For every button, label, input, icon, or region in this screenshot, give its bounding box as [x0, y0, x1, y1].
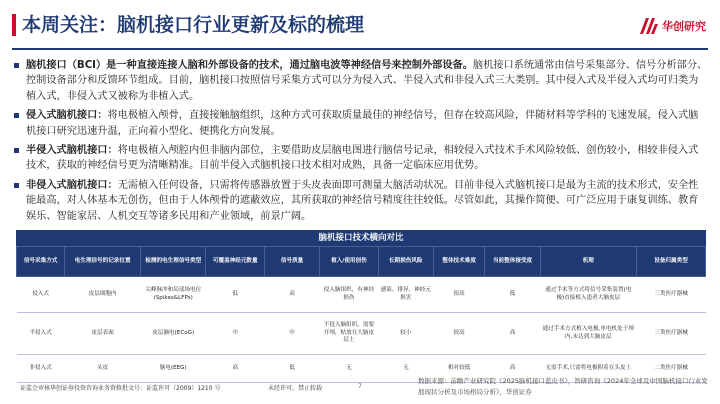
table-row	[17, 313, 706, 355]
table-cell: 高	[485, 313, 540, 355]
table-cell: 相对较低	[433, 355, 485, 383]
column-header: 信号质量	[265, 247, 320, 277]
table-cell: 低	[485, 277, 540, 313]
huachuang-logo-icon	[640, 18, 658, 34]
title-bar	[0, 0, 720, 52]
comparison-table	[16, 246, 706, 383]
table-cell: 无	[378, 355, 433, 383]
data-source: 数据来源：前瞻产业研究院《2025脑机接口蓝皮书》，智研咨询《2024年全球及中国脑机接口行业发展现状分析及市场格局分析》，华创证券	[418, 377, 708, 396]
table-cell: 半侵入式	[17, 313, 65, 355]
table-cell: 无需手术,只需将电极附着在头皮上	[540, 355, 636, 383]
reprint-notice: 未经许可，禁止转载	[268, 385, 323, 392]
license-notice: 证监会审核华创证券投资咨询业务资格批文号：证监许可（2009）1210 号	[20, 385, 221, 392]
logo-text: 华创研究	[662, 20, 706, 33]
page-number: 7	[358, 383, 362, 390]
table-cell: 高	[265, 277, 320, 313]
column-header: 电生理信号的记录位置	[65, 247, 141, 277]
bullet-non-invasive	[14, 178, 708, 224]
title-divider	[12, 48, 708, 50]
bullet-bci-overview	[14, 58, 708, 104]
column-header: 检测的电生理信号类型	[141, 247, 206, 277]
table-cell: 通过手术方式植入电极,单电机处于颅内,未达到大脑皮层	[540, 313, 636, 355]
column-header: 可覆盖神经元数量	[206, 247, 265, 277]
table-cell: 皮层表面	[65, 313, 141, 355]
bullet-body: 将电极植入颅骨，直接接触脑组织，这种方式可获取质量最佳的神经信号，但存在较高风险，伴随材料等学科的飞速发展，侵入式脑机接口研究迅速升温，正向着小型化、便携化方向发展。	[26, 110, 699, 137]
bullet-body: 将电极植入颅腔内但非脑内部位，主要借助皮层脑电图进行脑信号记录，相较侵入式技术手术风险较低、创伤较小，相较非侵入式技术，获取的神经信号更为清晰精准。目前半侵入式脑机接口技术相对成熟，具备一定临床应用优势。	[26, 145, 699, 172]
table-cell: 三类医疗器械	[637, 313, 706, 355]
table-cell: 中	[265, 313, 320, 355]
table-cell: 非侵入式	[17, 355, 65, 383]
table-cell: 低	[206, 277, 265, 313]
table-cell: 侵入脑组织，有神经损伤	[320, 277, 379, 313]
table-cell: 高	[485, 355, 540, 383]
table-cell: 尖峰脉冲和局部场电位(Spikes&LFPs)	[141, 277, 206, 313]
table-cell: 侵入式	[17, 277, 65, 313]
column-header: 设备归属类型	[637, 247, 706, 277]
column-header: 信号采集方式	[17, 247, 65, 277]
table-cell: 脑电(EEG)	[141, 355, 206, 383]
table-cell: 皮层细胞内	[65, 277, 141, 313]
page-footer	[0, 374, 720, 404]
bullet-invasive	[14, 108, 708, 139]
bullet-lead: 半侵入式脑机接口：	[26, 145, 118, 157]
brand-logo	[640, 18, 706, 34]
table-cell: 中	[206, 313, 265, 355]
bullet-body: 无需植入任何设备，只需将传感器放置于头皮表面即可测量大脑活动状况。目前非侵入式脑机接口是最为主流的技术形式，安全性能最高，对人体基本无创伤，但由于人体颅骨的遮蔽效应，其所获取的神经信号精度往往较低。尽管如此，其操作简便、可广泛应用于康复训练、教育娱乐、智能家居、人机交互等诸多民用和产业领域，前景广阔。	[26, 179, 699, 222]
page-title: 本周关注：脑机接口行业更新及标的梳理	[22, 14, 365, 36]
bullet-lead: 脑机接口（BCI）是一种直接连接人脑和外部设备的技术，通过脑电波等神经信号来控制外部设备。	[26, 60, 473, 71]
table-cell: 头皮	[65, 355, 141, 383]
bullet-list	[14, 58, 708, 228]
table-cell: 无	[320, 355, 379, 383]
table-row	[17, 277, 706, 313]
table-cell: 高	[206, 355, 265, 383]
table-cell: 较小	[378, 313, 433, 355]
column-header: 当前整体接受度	[485, 247, 540, 277]
column-header: 植入/使用创伤	[320, 247, 379, 277]
table-cell: 皮层脑电(ECoG)	[141, 313, 206, 355]
column-header: 长期损伤风险	[378, 247, 433, 277]
table-cell: 低	[265, 355, 320, 383]
table-cell: 很高	[433, 277, 485, 313]
column-header: 整体技术难度	[433, 247, 485, 277]
table-cell: 不侵入脑组织，需要开颅，贴放在大脑皮层上	[320, 313, 379, 355]
table-cell: 通过手术等方式将信号采集装置(电极)直接植入患者大脑皮层	[540, 277, 636, 313]
column-header: 机理	[540, 247, 636, 277]
table-title: 脑机接口技术横向对比	[16, 230, 706, 246]
table-cell: 感染、排异、神经元损害	[378, 277, 433, 313]
title-accent-bar	[12, 14, 16, 36]
comparison-table-section	[16, 230, 706, 383]
bullet-lead: 非侵入式脑机接口：	[26, 179, 118, 191]
bullet-body: 脑机接口系统通常由信号采集部分、信号分析部分、控制设备部分和反馈环节组成。目前，脑机接口按照信号采集方式可以分为侵入式、半侵入式和非侵入式三大类别。其中侵入式及半侵入式均可归类为植入式，非侵入式又被称为非植入式。	[26, 60, 708, 102]
bullet-semi-invasive	[14, 143, 708, 174]
bullet-lead: 侵入式脑机接口：	[26, 110, 108, 122]
table-cell: 二类医疗器械	[637, 355, 706, 383]
table-cell: 较高	[433, 313, 485, 355]
table-cell: 三类医疗器械	[637, 277, 706, 313]
table-header-row	[17, 247, 706, 277]
